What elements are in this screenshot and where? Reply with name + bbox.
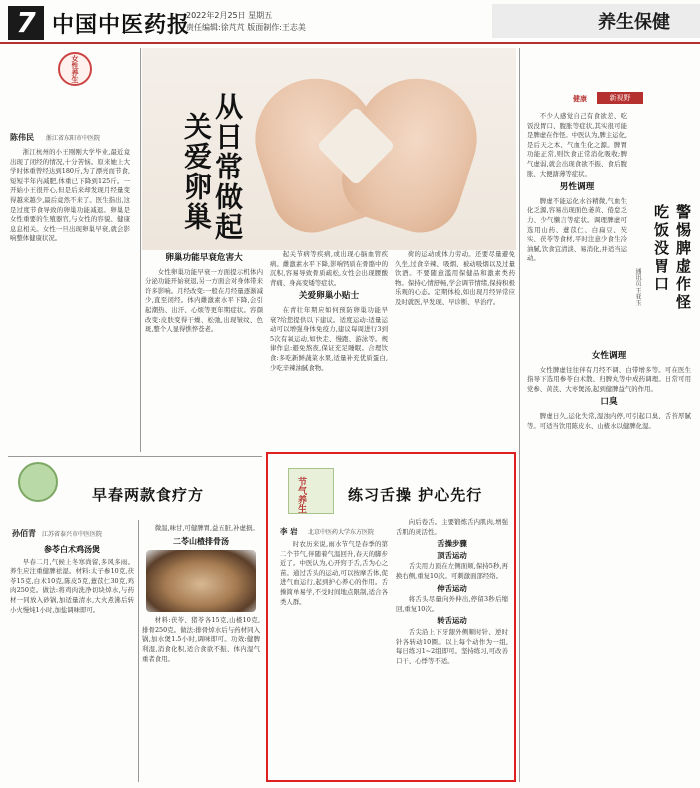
highlighted-article[interactable] bbox=[266, 452, 516, 782]
highlight-subheading: 舌操步骤 bbox=[437, 539, 467, 549]
section-title: 养生保健 bbox=[598, 12, 670, 33]
recipe-byline-org: 江苏省泰兴市中医医院 bbox=[42, 531, 103, 538]
highlight-column-logo-text: 节气养生 bbox=[296, 477, 306, 513]
recipe-body-col1 bbox=[10, 542, 134, 782]
right-subheading: 口臭 bbox=[600, 397, 618, 408]
right-subheading: 男性调理 bbox=[559, 182, 595, 193]
section-banner bbox=[492, 4, 700, 38]
right-paragraph: 脾虚日久,运化失常,湿浊内停,可引起口臭、舌苔厚腻等。可适当饮用陈皮水、山楂水以健脾化湿。 bbox=[527, 411, 691, 430]
recipe-paragraph: 微温,味甘,可健脾胃,益五脏,补虚损。 bbox=[154, 524, 259, 532]
recipe-subheading: 二苓山楂排骨汤 bbox=[173, 535, 229, 546]
feature-subheading: 卵巢功能早衰危害大 bbox=[165, 253, 243, 263]
recipe-headline: 早春两款食疗方 bbox=[92, 486, 205, 504]
feature-subheading: 关爱卵巢小贴士 bbox=[298, 291, 360, 302]
column-divider bbox=[519, 48, 520, 782]
masthead: 中国中医药报 bbox=[52, 12, 191, 38]
header-rule bbox=[0, 42, 700, 44]
right-paragraph: 不少人感觉自己有食欲差、吃饭没胃口、腹胀等症状,其实很可能是脾虚在作怪。中医认为,脾主运化,是后天之本、气血生化之源。脾胃功能正常,则饮食正常消化吸收;脾气虚弱,就会出现食欲不振、食后腹胀、大便溏薄等症状。 bbox=[527, 112, 627, 178]
column-logo-text: 女性养生 bbox=[71, 55, 80, 83]
section-divider bbox=[8, 456, 262, 457]
recipe-byline-name: 孙佰青 bbox=[12, 528, 36, 538]
feature-byline-org: 浙江省东阳市中医院 bbox=[46, 135, 101, 142]
feature-paragraph: 起关节病等疾病,或出现心脑血管疾病。雌激素水平下降,影响钙质在骨骼中的沉积,容易导致骨质疏松,女性会出现腰酸背痛、身高变矮等症状。 bbox=[270, 250, 388, 287]
right-column-article bbox=[523, 48, 695, 780]
recipe-subheading: 参苓白术鸡汤煲 bbox=[44, 544, 100, 554]
page-number: 7 bbox=[8, 6, 44, 40]
feature-paragraph: 荷的运动或体力劳动。还要尽量避免久坐,过食辛辣、吸烟、被动吸烟以及过量饮酒。不要随意滥用保健品和激素类药物。保持心情舒畅,学会调节情绪,保持积极乐观的心态。定期体检,如出现月经异常应及时就医,早发现、早诊断、早治疗。 bbox=[395, 250, 515, 306]
right-body-bottom bbox=[527, 348, 691, 774]
highlight-paragraph: 向后卷舌。主要锻炼舌内肌肉,增强舌肌的灵活性。 bbox=[396, 518, 508, 536]
recipe-paragraph: 早春二月,气候上冬寒尚留,多风多雨。养生应注重健脾祛湿。材料:太子参10克,茯苓15克,白术10克,陈皮5克,薏苡仁30克,鸡肉250克。做法:将鸡肉洗净切块焯水,与药材一同放入砂锅,加适量清水,大火煮沸后转小火慢炖1小时,加盐调味即可。 bbox=[10, 557, 134, 614]
feature-body-col4 bbox=[395, 250, 515, 458]
right-headline-b: 警惕脾虚作怪 bbox=[674, 204, 692, 312]
page-header bbox=[0, 0, 700, 44]
feature-paragraph: 浙江杭州的小王刚刚大学毕业,最近竟出现了闭经的情况,十分苦恼。原来她上大学时体重曾经达到180斤,为了漂亮而节食,短短半年内减肥,体重已下降到125斤。一开始小王很开心,但是后来却发现月经量变得越来越少,最后竟然不来了。医生指出,这是过度节食导致的卵巢功能减退。卵巢是女性重要的生殖器官,与女性的容貌、健康息息相关。女性一旦出现卵巢早衰,就会影响整体健康状况。 bbox=[10, 148, 130, 243]
column-divider bbox=[140, 48, 141, 452]
highlight-paragraph: 时农历来说,雨水节气是春季的第二个节气,伴随着气温回升,春天的脚步近了。中医认为,心开窍于舌,舌为心之苗。通过舌头的运动,可以按摩舌体,促进气血运行,起到护心养心的作用。舌操简单易学,不受时间地点限制,适合各类人群。 bbox=[280, 540, 388, 606]
highlight-body-col1 bbox=[280, 540, 388, 778]
feature-paragraph: 在青壮年期应如何预防卵巢功能早衰?给您提供以下建议。适度运动:适量运动可以增强身体免疫力,建议每周进行3到5次有氧运动,如快走、慢跑、游泳等。规律作息:避免熬夜,保证充足睡眠。合理饮食:多吃新鲜蔬菜水果,适量补充优质蛋白,少吃辛辣油腻食物。 bbox=[270, 305, 388, 372]
highlight-subheading: 顶舌运动 bbox=[437, 550, 467, 560]
column-logo bbox=[58, 52, 92, 86]
right-body-top bbox=[527, 112, 627, 346]
highlight-byline-org: 北京中医药大学东方医院 bbox=[308, 529, 375, 536]
highlight-headline: 练习舌操 护心先行 bbox=[348, 486, 483, 504]
highlight-column-logo bbox=[288, 468, 334, 514]
right-paragraph: 脾虚不能运化水谷精微,气血生化乏源,容易出现面色萎黄、倦怠乏力、少气懒言等症状。调理脾虚可选用山药、薏苡仁、白扁豆、芡实、茯苓等食材,平时注意少食生冷油腻,饮食宜清淡、易消化,并适当运动。 bbox=[527, 196, 627, 263]
feature-paragraph: 女性卵巢功能早衰一方面提示机体内分泌功能开始衰退,另一方面会对身体带来许多影响。月经改变:一般在月经量逐渐减少,直至闭经。体内雌激素水平下降,会引起潮热、出汗、心烦等更年期症状。容颜改变:皮肤变得干燥、松弛,出现皱纹、色斑,整个人显得憔悴苍老。 bbox=[145, 267, 263, 334]
highlight-paragraph: 舌尖用力顶在左侧面颊,保持5秒,再换右侧,重复10次。可刺激面部经络。 bbox=[396, 562, 508, 580]
editor-credits: 责任编辑:徐芃芃 版面制作:王志美 bbox=[186, 23, 306, 32]
feature-body-col3 bbox=[270, 250, 388, 458]
highlight-subheading: 伸舌运动 bbox=[437, 583, 467, 593]
column-divider bbox=[138, 520, 139, 782]
feature-headline-a: 从日常做起 bbox=[211, 92, 244, 242]
feature-body-col2 bbox=[145, 250, 263, 458]
right-headline-a: 吃饭没胃口 bbox=[652, 204, 670, 294]
issue-date: 2022年2月25日 星期五 bbox=[186, 11, 273, 20]
right-badge: 新视野 bbox=[597, 92, 643, 104]
right-byline: 通讯员 王亚玉 bbox=[634, 268, 641, 306]
right-badge-prefix: 健康 bbox=[573, 94, 587, 103]
highlight-body-col2 bbox=[396, 518, 508, 780]
feature-byline-name: 陈伟民 bbox=[10, 132, 34, 142]
recipe-section-icon bbox=[18, 462, 58, 502]
feature-body-col1 bbox=[10, 148, 130, 450]
highlight-byline-name: 李 岩 bbox=[280, 527, 298, 536]
right-paragraph: 女性脾虚往往伴有月经不调、白带增多等。可在医生指导下选用参苓白术散、归脾丸等中成药调理。日常可用党参、黄芪、大枣煲汤,起到健脾益气的作用。 bbox=[527, 365, 691, 393]
highlight-subheading: 转舌运动 bbox=[437, 616, 467, 626]
right-subheading: 女性调理 bbox=[591, 351, 627, 361]
highlight-paragraph: 将舌头尽量向外伸出,停留3秒后缩回,重复10次。 bbox=[396, 595, 508, 613]
feature-headline-b: 关爱卵巢 bbox=[180, 112, 213, 232]
recipe-body-col2 bbox=[142, 524, 260, 782]
soup-photo bbox=[146, 550, 256, 612]
recipe-paragraph: 材料:茯苓、猪苓各15克,山楂10克,排骨250克。做法:排骨焯水后与药材同入锅,加水煲1.5小时,调味即可。功效:健脾利湿,消食化积,适合食欲不振、体内湿气重者食用。 bbox=[142, 616, 260, 663]
highlight-paragraph: 舌尖沿上下牙龈外侧顺时针、逆时针各转动10圈。以上每个动作为一组,每日练习1~2组即可。坚持练习,可改善口干、心悸等不适。 bbox=[396, 627, 508, 665]
